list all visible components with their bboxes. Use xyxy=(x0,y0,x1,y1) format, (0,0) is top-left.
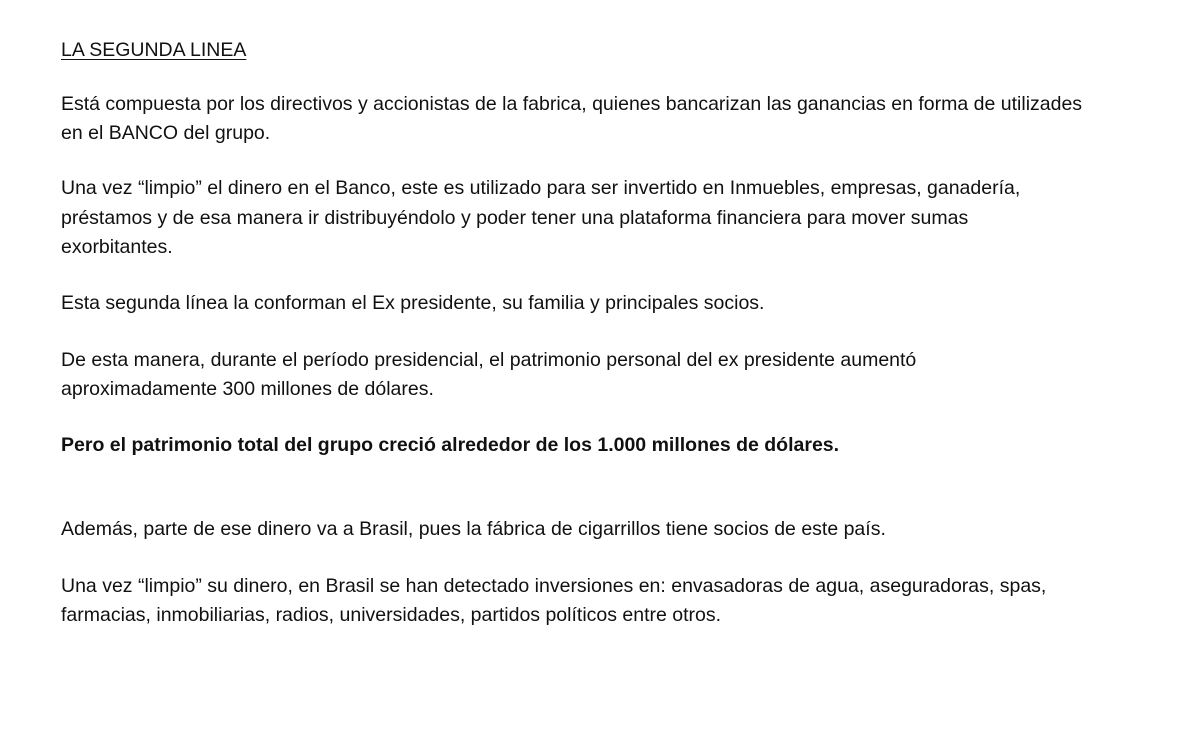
paragraph-4-line-2: aproximadamente 300 millones de dólares. xyxy=(61,378,434,400)
paragraph-5-bold-line: Pero el patrimonio total del grupo creció alrededor de los 1.000 millones de dólares. xyxy=(61,434,840,456)
paragraph-2-line-3: exorbitantes. xyxy=(61,236,173,258)
paragraph-4-line-1: De esta manera, durante el período presidencial, el patrimonio personal del ex presidente aumentó xyxy=(61,349,917,371)
paragraph-2-line-2: préstamos y de esa manera ir distribuyéndolo y poder tener una plataforma financiera para mover sumas xyxy=(61,207,969,229)
paragraph-3-line-1: Esta segunda línea la conforman el Ex presidente, su familia y principales socios. xyxy=(61,292,765,314)
paragraph-7-line-1: Una vez “limpio” su dinero, en Brasil se han detectado inversiones en: envasadoras de agua, aseguradoras, spas, xyxy=(61,575,1047,597)
paragraph-1-line-1: Está compuesta por los directivos y accionistas de la fabrica, quienes bancarizan las ganancias en forma de utilizades xyxy=(61,93,1083,115)
paragraph-2-line-1: Una vez “limpio” el dinero en el Banco, este es utilizado para ser invertido en Inmuebles, empresas, ganadería, xyxy=(61,177,1021,199)
paragraph-1-line-2: en el BANCO del grupo. xyxy=(61,122,271,144)
paragraph-7-line-2: farmacias, inmobiliarias, radios, universidades, partidos políticos entre otros. xyxy=(61,604,722,626)
paragraph-6-line-1: Además, parte de ese dinero va a Brasil, pues la fábrica de cigarrillos tiene socios de este país. xyxy=(61,518,886,540)
section-heading: LA SEGUNDA LINEA xyxy=(61,39,247,61)
